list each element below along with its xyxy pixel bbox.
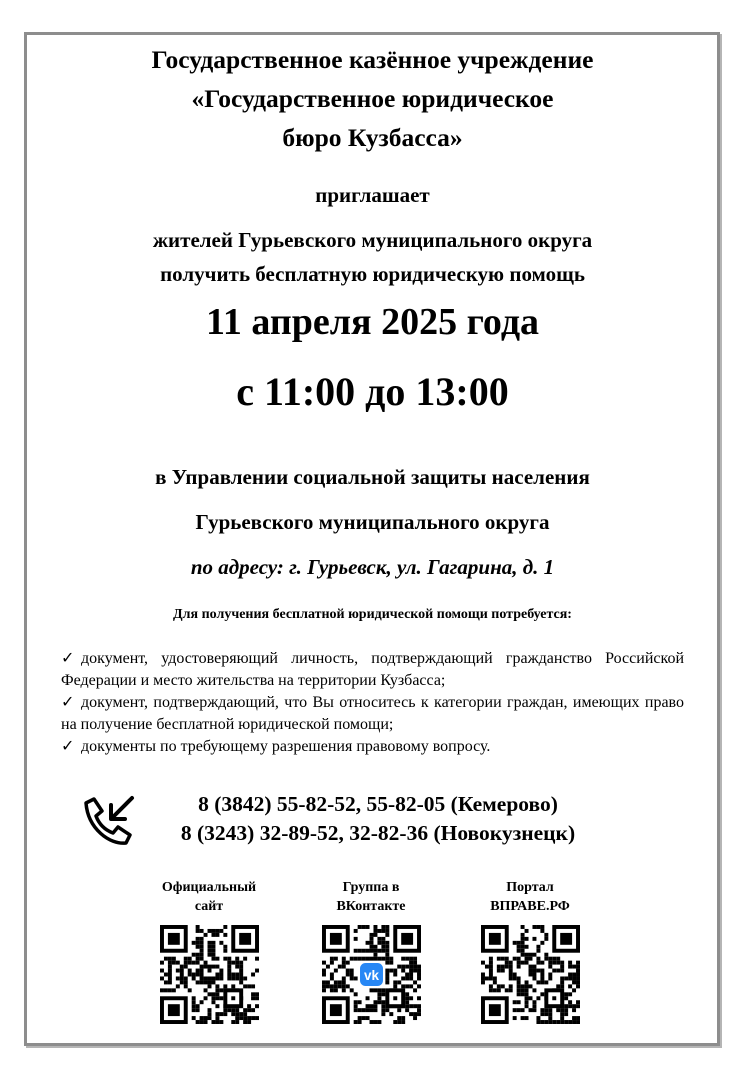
venue-line: Гурьевского муниципального округа bbox=[195, 510, 550, 534]
qr-code-icon[interactable] bbox=[160, 925, 259, 1024]
qr-caption: ВПРАВЕ.РФ bbox=[490, 899, 570, 914]
svg-text:vk: vk bbox=[363, 968, 379, 984]
checkmark-icon: ✓ bbox=[61, 694, 75, 711]
org-line: бюро Кузбасса» bbox=[282, 123, 463, 152]
invite-verb: приглашает bbox=[315, 183, 430, 207]
checkmark-icon: ✓ bbox=[61, 738, 75, 755]
list-item bbox=[61, 692, 684, 736]
invite-text bbox=[0, 223, 745, 291]
qr-vk-group bbox=[301, 878, 441, 1024]
phone-number[interactable]: 8 (3842) 55-82-52, 55-82-05 (Кемерово) bbox=[198, 792, 558, 816]
event-date: 11 апреля 2025 года bbox=[205, 301, 540, 343]
qr-code-icon[interactable] bbox=[322, 925, 421, 1024]
invite-line: получить бесплатную юридическую помощь bbox=[160, 262, 585, 286]
organization-title bbox=[0, 40, 745, 157]
org-line: Государственное казённое учреждение bbox=[151, 45, 594, 74]
phone-number[interactable]: 8 (3243) 32-89-52, 32-82-36 (Новокузнецк) bbox=[180, 821, 576, 845]
invite-line: жителей Гурьевского муниципального округа bbox=[152, 228, 593, 252]
qr-caption: сайт bbox=[194, 899, 224, 914]
list-item-text: документы по требующему разрешения правовому вопросу. bbox=[81, 738, 491, 755]
event-address: по адресу: г. Гурьевск, ул. Гагарина, д. 1 bbox=[190, 555, 555, 579]
event-time: с 11:00 до 13:00 bbox=[236, 369, 509, 414]
requirements-list bbox=[61, 648, 684, 758]
requirements-title: Для получения бесплатной юридической помощи потребуется: bbox=[173, 607, 572, 622]
org-line: «Государственное юридическое bbox=[191, 84, 554, 113]
phone-incoming-icon bbox=[80, 795, 136, 847]
list-item bbox=[61, 648, 684, 692]
qr-official-site bbox=[139, 878, 279, 1024]
qr-caption: Группа в bbox=[342, 880, 400, 895]
qr-caption: Портал bbox=[506, 880, 554, 895]
qr-vprave-portal bbox=[460, 878, 600, 1024]
list-item-text: документ, удостоверяющий личность, подтверждающий гражданство Российской Федерации и место жительства на территории Кузбасса; bbox=[61, 650, 684, 689]
list-item bbox=[61, 736, 684, 758]
qr-code-icon[interactable] bbox=[481, 925, 580, 1024]
qr-caption: Официальный bbox=[161, 880, 257, 895]
phone-numbers bbox=[143, 790, 613, 848]
qr-caption: ВКонтакте bbox=[336, 899, 406, 914]
venue-line: в Управлении социальной защиты населения bbox=[155, 465, 590, 489]
list-item-text: документ, подтверждающий, что Вы относитесь к категории граждан, имеющих право на получение бесплатной юридической помощи; bbox=[61, 694, 684, 733]
checkmark-icon: ✓ bbox=[61, 650, 75, 667]
